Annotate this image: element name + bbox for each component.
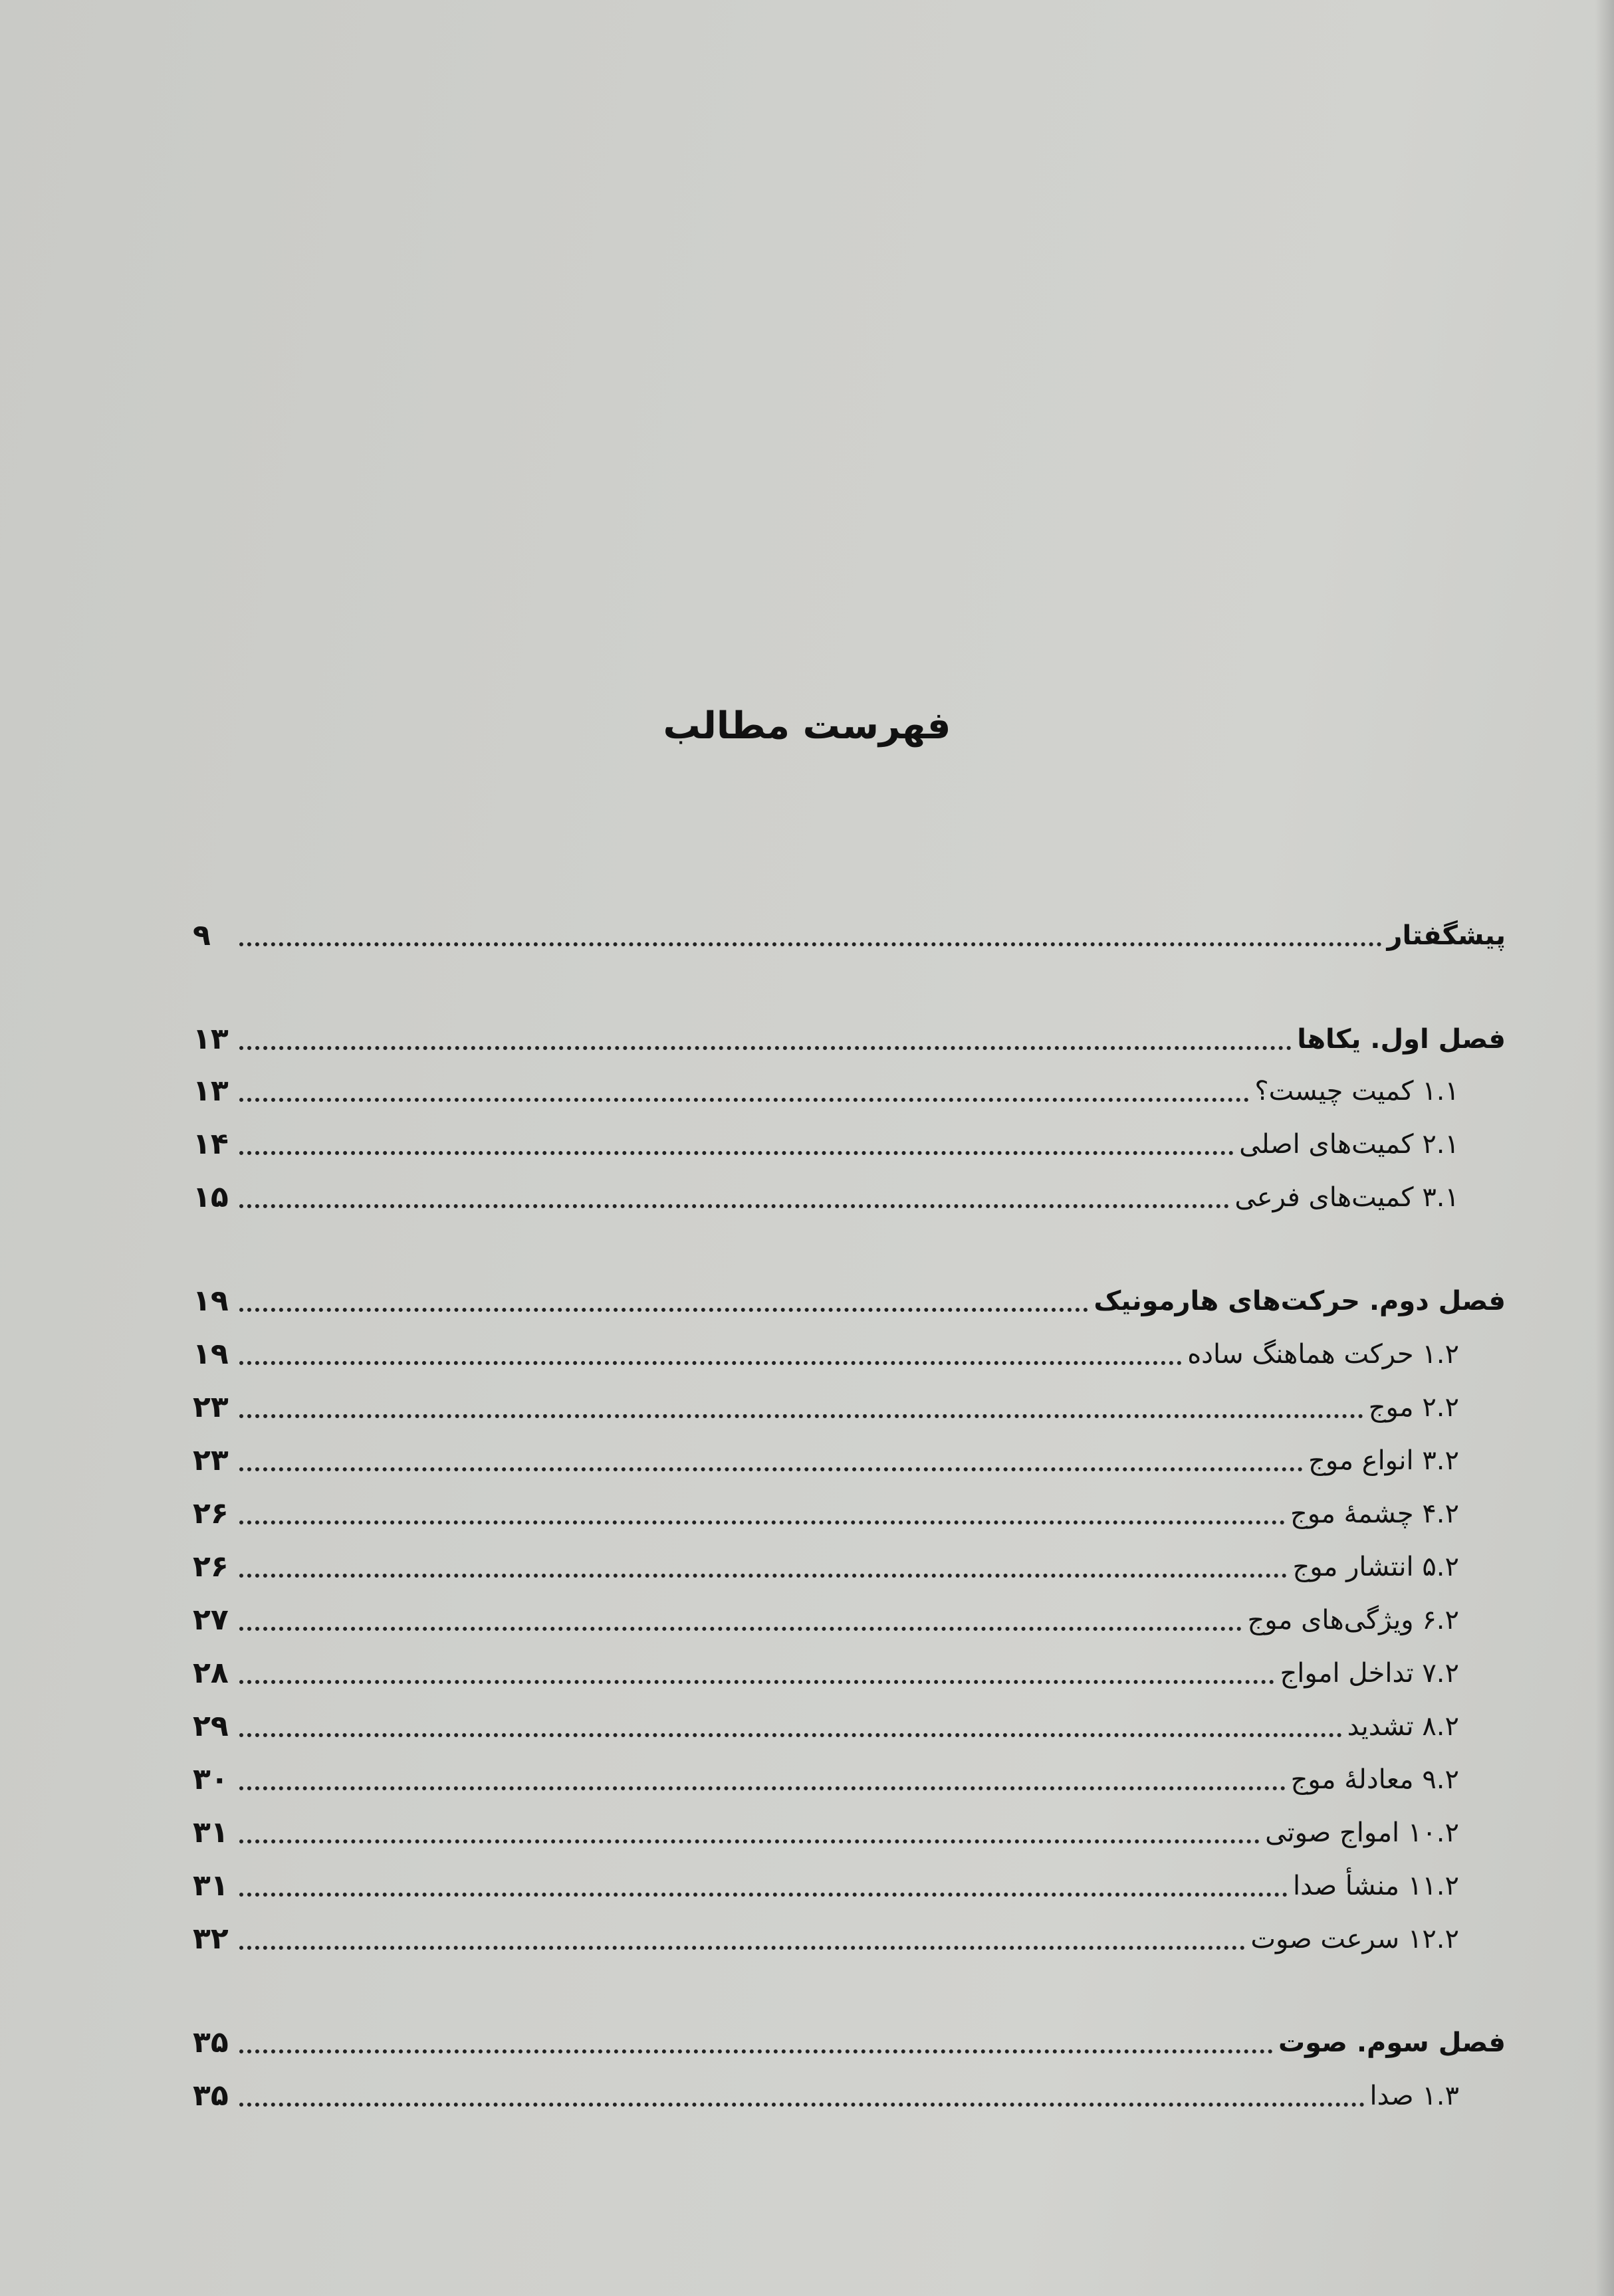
toc-entry-label: ۷.۲ تداخل امواج	[1280, 1658, 1459, 1689]
toc-page-number: ۱۹	[193, 1284, 229, 1318]
dot-leader	[239, 1204, 1229, 1208]
toc-section-2-4	[193, 1490, 1506, 1532]
toc-page-number: ۲۳	[193, 1443, 229, 1477]
toc-page-number: ۳۲	[193, 1922, 229, 1956]
toc-chapter-3	[193, 2019, 1506, 2061]
toc-section-2-3	[193, 1437, 1506, 1479]
toc-chapter-1	[193, 1015, 1506, 1058]
toc-entry-label: ۱.۲ حرکت هماهنگ ساده	[1187, 1339, 1459, 1370]
toc-section-2-11	[193, 1862, 1506, 1905]
page-edge-shadow	[1595, 0, 1614, 2296]
toc-entry-label: پیشگفتار	[1387, 920, 1506, 951]
toc-section-2-2	[193, 1384, 1506, 1426]
toc-entry-label: ۵.۲ انتشار موج	[1292, 1552, 1459, 1582]
toc-entry-label: ۱.۱ کمیت چیست؟	[1254, 1076, 1459, 1106]
toc-page-number: ۱۹	[193, 1337, 229, 1371]
toc-chapter-2	[193, 1277, 1506, 1320]
toc-page-number: ۳۱	[193, 1869, 229, 1903]
toc-page-number: ۱۵	[193, 1180, 229, 1214]
dot-leader	[239, 1574, 1287, 1578]
dot-leader	[239, 1308, 1088, 1312]
dot-leader	[239, 1680, 1274, 1684]
toc-entry-label: ۴.۲ چشمهٔ موج	[1290, 1499, 1459, 1529]
toc-page-number: ۲۷	[193, 1603, 229, 1637]
toc-section-2-9	[193, 1756, 1506, 1798]
dot-leader	[239, 2049, 1273, 2053]
toc-page-number: ۲۶	[193, 1497, 229, 1530]
toc-section-1-2	[193, 1120, 1506, 1163]
toc-page-number: ۱۴	[193, 1127, 229, 1161]
toc-entry-label: فصل سوم. صوت	[1278, 2028, 1506, 2058]
toc-page-number: ۲۶	[193, 1550, 229, 1584]
toc-section-1-3	[193, 1174, 1506, 1216]
dot-leader	[239, 1467, 1303, 1471]
toc-page-number: ۲۹	[193, 1709, 229, 1743]
toc-entry-label: ۸.۲ تشدید	[1347, 1711, 1459, 1742]
toc-entry-label: فصل اول. یکاها	[1297, 1024, 1506, 1055]
toc-entry-label: ۳.۱ کمیت‌های فرعی	[1234, 1182, 1459, 1213]
toc-section-2-7	[193, 1649, 1506, 1692]
toc-section-2-12	[193, 1915, 1506, 1958]
toc-page-number: ۳۰	[193, 1762, 229, 1796]
dot-leader	[239, 1733, 1342, 1737]
dot-leader	[239, 1627, 1242, 1631]
page-title: فهرست مطالب	[663, 704, 951, 748]
toc-entry-label: ۲.۱ کمیت‌های اصلی	[1239, 1129, 1459, 1160]
toc-section-2-5	[193, 1543, 1506, 1586]
dot-leader	[239, 1098, 1249, 1102]
toc-page-number: ۳۱	[193, 1816, 229, 1849]
toc-entry-label: ۱۰.۲ امواج صوتی	[1265, 1818, 1459, 1848]
toc-section-2-10	[193, 1809, 1506, 1851]
toc-entry-label: ۲.۲ موج	[1368, 1392, 1459, 1423]
toc-section-3-1	[193, 2072, 1506, 2115]
dot-leader	[239, 1046, 1292, 1050]
dot-leader	[239, 1151, 1234, 1155]
toc-entry-label: ۶.۲ ویژگی‌های موج	[1247, 1605, 1459, 1635]
toc-page-number: ۱۳	[193, 1074, 229, 1108]
dot-leader	[239, 1839, 1260, 1843]
toc-chapter-preface	[193, 912, 1506, 954]
dot-leader	[239, 1946, 1245, 1950]
toc-page-number: ۱۳	[193, 1022, 229, 1056]
toc-section-2-8	[193, 1703, 1506, 1745]
dot-leader	[239, 2103, 1365, 2107]
dot-leader	[239, 1786, 1286, 1790]
dot-leader	[239, 942, 1382, 946]
dot-leader	[239, 1361, 1182, 1365]
toc-entry-label: فصل دوم. حرکت‌های هارمونیک	[1094, 1286, 1506, 1316]
dot-leader	[239, 1893, 1288, 1897]
dot-leader	[239, 1414, 1363, 1418]
toc-section-2-1	[193, 1330, 1506, 1373]
toc-section-1-1	[193, 1067, 1506, 1110]
toc-page-number: ۳۵	[193, 2026, 229, 2059]
dot-leader	[239, 1520, 1285, 1524]
toc-entry-label: ۱.۳ صدا	[1369, 2081, 1459, 2111]
toc-entry-label: ۹.۲ معادلهٔ موج	[1290, 1764, 1459, 1795]
toc-page-number: ۲۳	[193, 1390, 229, 1424]
toc-entry-label: ۱۲.۲ سرعت صوت	[1250, 1924, 1459, 1954]
toc-page-number: ۹	[193, 918, 211, 952]
toc-section-2-6	[193, 1596, 1506, 1639]
toc-entry-label: ۳.۲ انواع موج	[1308, 1445, 1459, 1476]
toc-page-number: ۲۸	[193, 1656, 229, 1690]
toc-page-number: ۳۵	[193, 2079, 229, 2113]
toc-entry-label: ۱۱.۲ منشأ صدا	[1292, 1871, 1459, 1901]
